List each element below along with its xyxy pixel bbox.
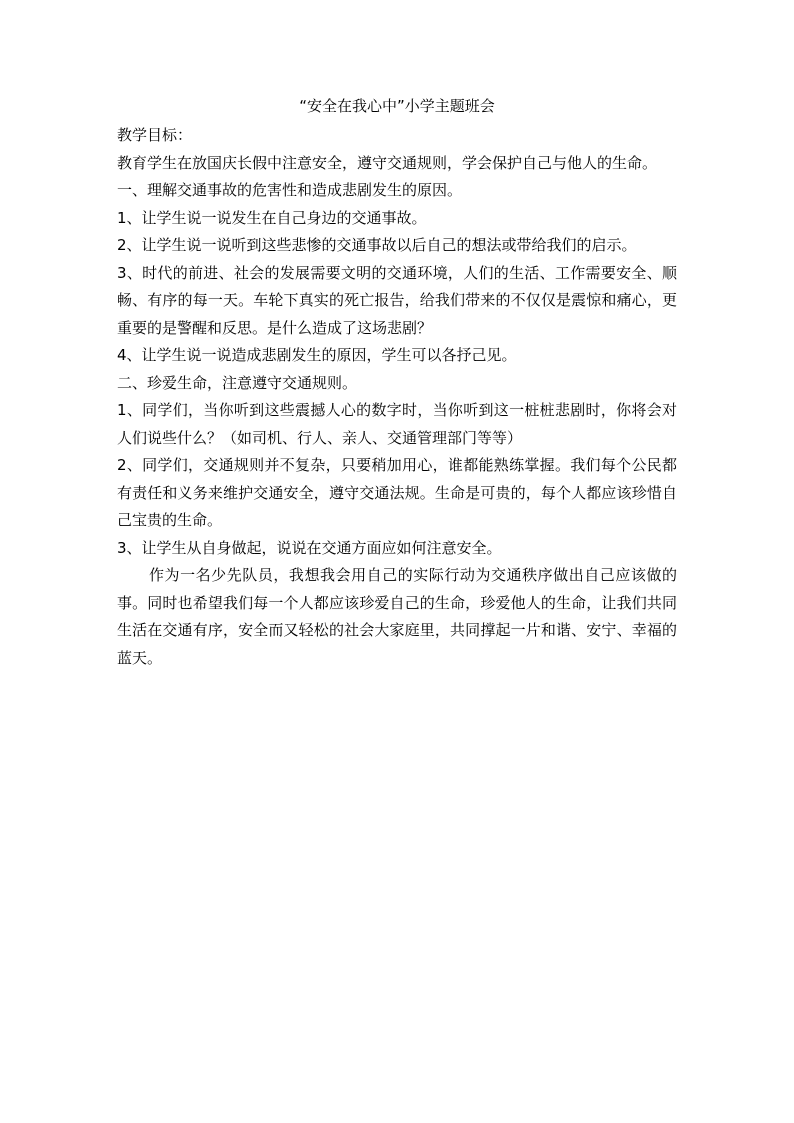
document-title: “安全在我心中”小学主题班会 [299,97,495,115]
section-heading-two: 二、珍爱生命，注意遵守交通规则。 [117,373,358,392]
list-item: 4、让学生说一说造成悲剧发生的原因，学生可以各抒己见。 [117,346,517,364]
list-item: 3、时代的前进、社会的发展需要文明的交通环境，人们的生活、工作需要安全、顺畅、有序的每一天。车轮下真实的死亡报告，给我们带来的不仅仅是震惊和痛心，更重要的是警醒和反思。是什么造成了这场悲剧？ [117,263,677,337]
list-item: 1、同学们，当你听到这些震撼人心的数字时，当你听到这一桩桩悲剧时，你将会对人们说些什么？（如司机、行人、亲人、交通管理部门等等） [117,401,677,447]
document-page [117,96,677,672]
list-item: 2、同学们，交通规则并不复杂，只要稍加用心，谁都能熟练掌握。我们每个公民都有责任和义务来维护交通安全，遵守交通法规。生命是可贵的，每个人都应该珍惜自己宝贵的生命。 [117,456,677,529]
closing-paragraph: 作为一名少先队员，我想我会用自己的实际行动为交通秩序做出自己应该做的事。同时也希望我们每一个人都应该珍爱自己的生命，珍爱他人的生命，让我们共同生活在交通有序，安全而又轻松的社会大家庭里，共同撑起一片和谐、安宁、幸福的蓝天。 [117,566,677,667]
list-item: 3、让学生从自身做起，说说在交通方面应如何注意安全。 [117,538,502,557]
section-heading-goals: 教学目标： [117,126,193,144]
list-item: 1、让学生说一说发生在自己身边的交通事故。 [117,208,427,227]
list-item: 2、让学生说一说听到这些悲惨的交通事故以后自己的想法或带给我们的启示。 [117,236,637,254]
goal-paragraph: 教育学生在放国庆长假中注意安全，遵守交通规则，学会保护自己与他人的生命。 [117,153,658,172]
section-heading-one: 一、理解交通事故的危害性和造成悲剧发生的原因。 [117,181,463,199]
